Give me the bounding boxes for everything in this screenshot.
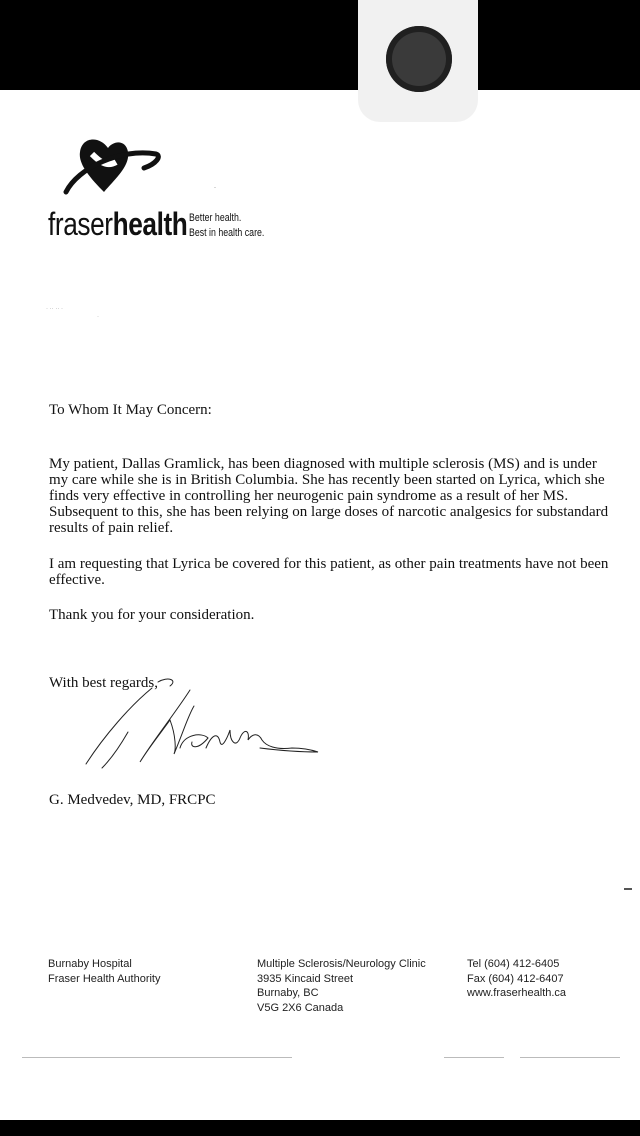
brand-bold-text: health [112,206,188,242]
footer-website-link[interactable]: www.fraserhealth.ca [467,987,567,999]
brand-light-text: fraser [48,206,113,242]
tagline-line2: Best in health care. [189,227,265,239]
footer-line: V5G 2X6 Canada [257,1001,344,1014]
footer-fax: Fax (604) 412-6407 [467,972,564,985]
footer-contact [467,957,566,1001]
scan-divider [22,1057,292,1058]
scan-divider [444,1057,504,1058]
footer-line: Multiple Sclerosis/Neurology Clinic [257,958,426,970]
home-button[interactable] [386,26,452,92]
letter-closing: With best regards, [49,675,158,691]
scan-mark [624,888,632,890]
brand-tagline [189,211,264,241]
handwritten-signature [80,676,330,772]
letter-thanks: Thank you for your consideration. [49,607,255,623]
signatory-name: G. Medvedev, MD, FRCPC [49,792,216,808]
footer-line: Burnaby Hospital [48,958,132,970]
footer-phone: Tel (604) 412-6405 [467,958,560,970]
scan-speck: - [214,185,216,191]
letter-paragraph-2: I am requesting that Lyrica be covered for this patient, as other pain treatments have not been effective. [49,556,609,588]
scan-divider [520,1057,620,1058]
footer-hospital [48,957,161,986]
heart-with-swoosh-icon [60,130,162,206]
footer-line: Burnaby, BC [257,987,319,999]
letter-salutation: To Whom It May Concern: [49,402,212,418]
top-black-bar [0,0,640,90]
footer-line: Fraser Health Authority [48,972,161,985]
brand-wordmark [48,206,187,243]
tagline-line1: Better health. [189,212,242,224]
scan-speck: · [97,314,99,320]
footer-clinic-address [257,957,426,1015]
scan-speck: · ·· ·· · [46,306,63,312]
bottom-black-bar [0,1120,640,1136]
footer-line: 3935 Kincaid Street [257,972,354,985]
letter-paragraph-1: My patient, Dallas Gramlick, has been diagnosed with multiple sclerosis (MS) and is under my care while she is in British Columbia. She has recently been started on Lyrica, which she finds very effective in controlling her neurogenic pain syndrome as a result of her MS. Subsequent to this, she has been relying on large doses of narcotic analgesics for substandard results of pain relief. [49,456,609,536]
